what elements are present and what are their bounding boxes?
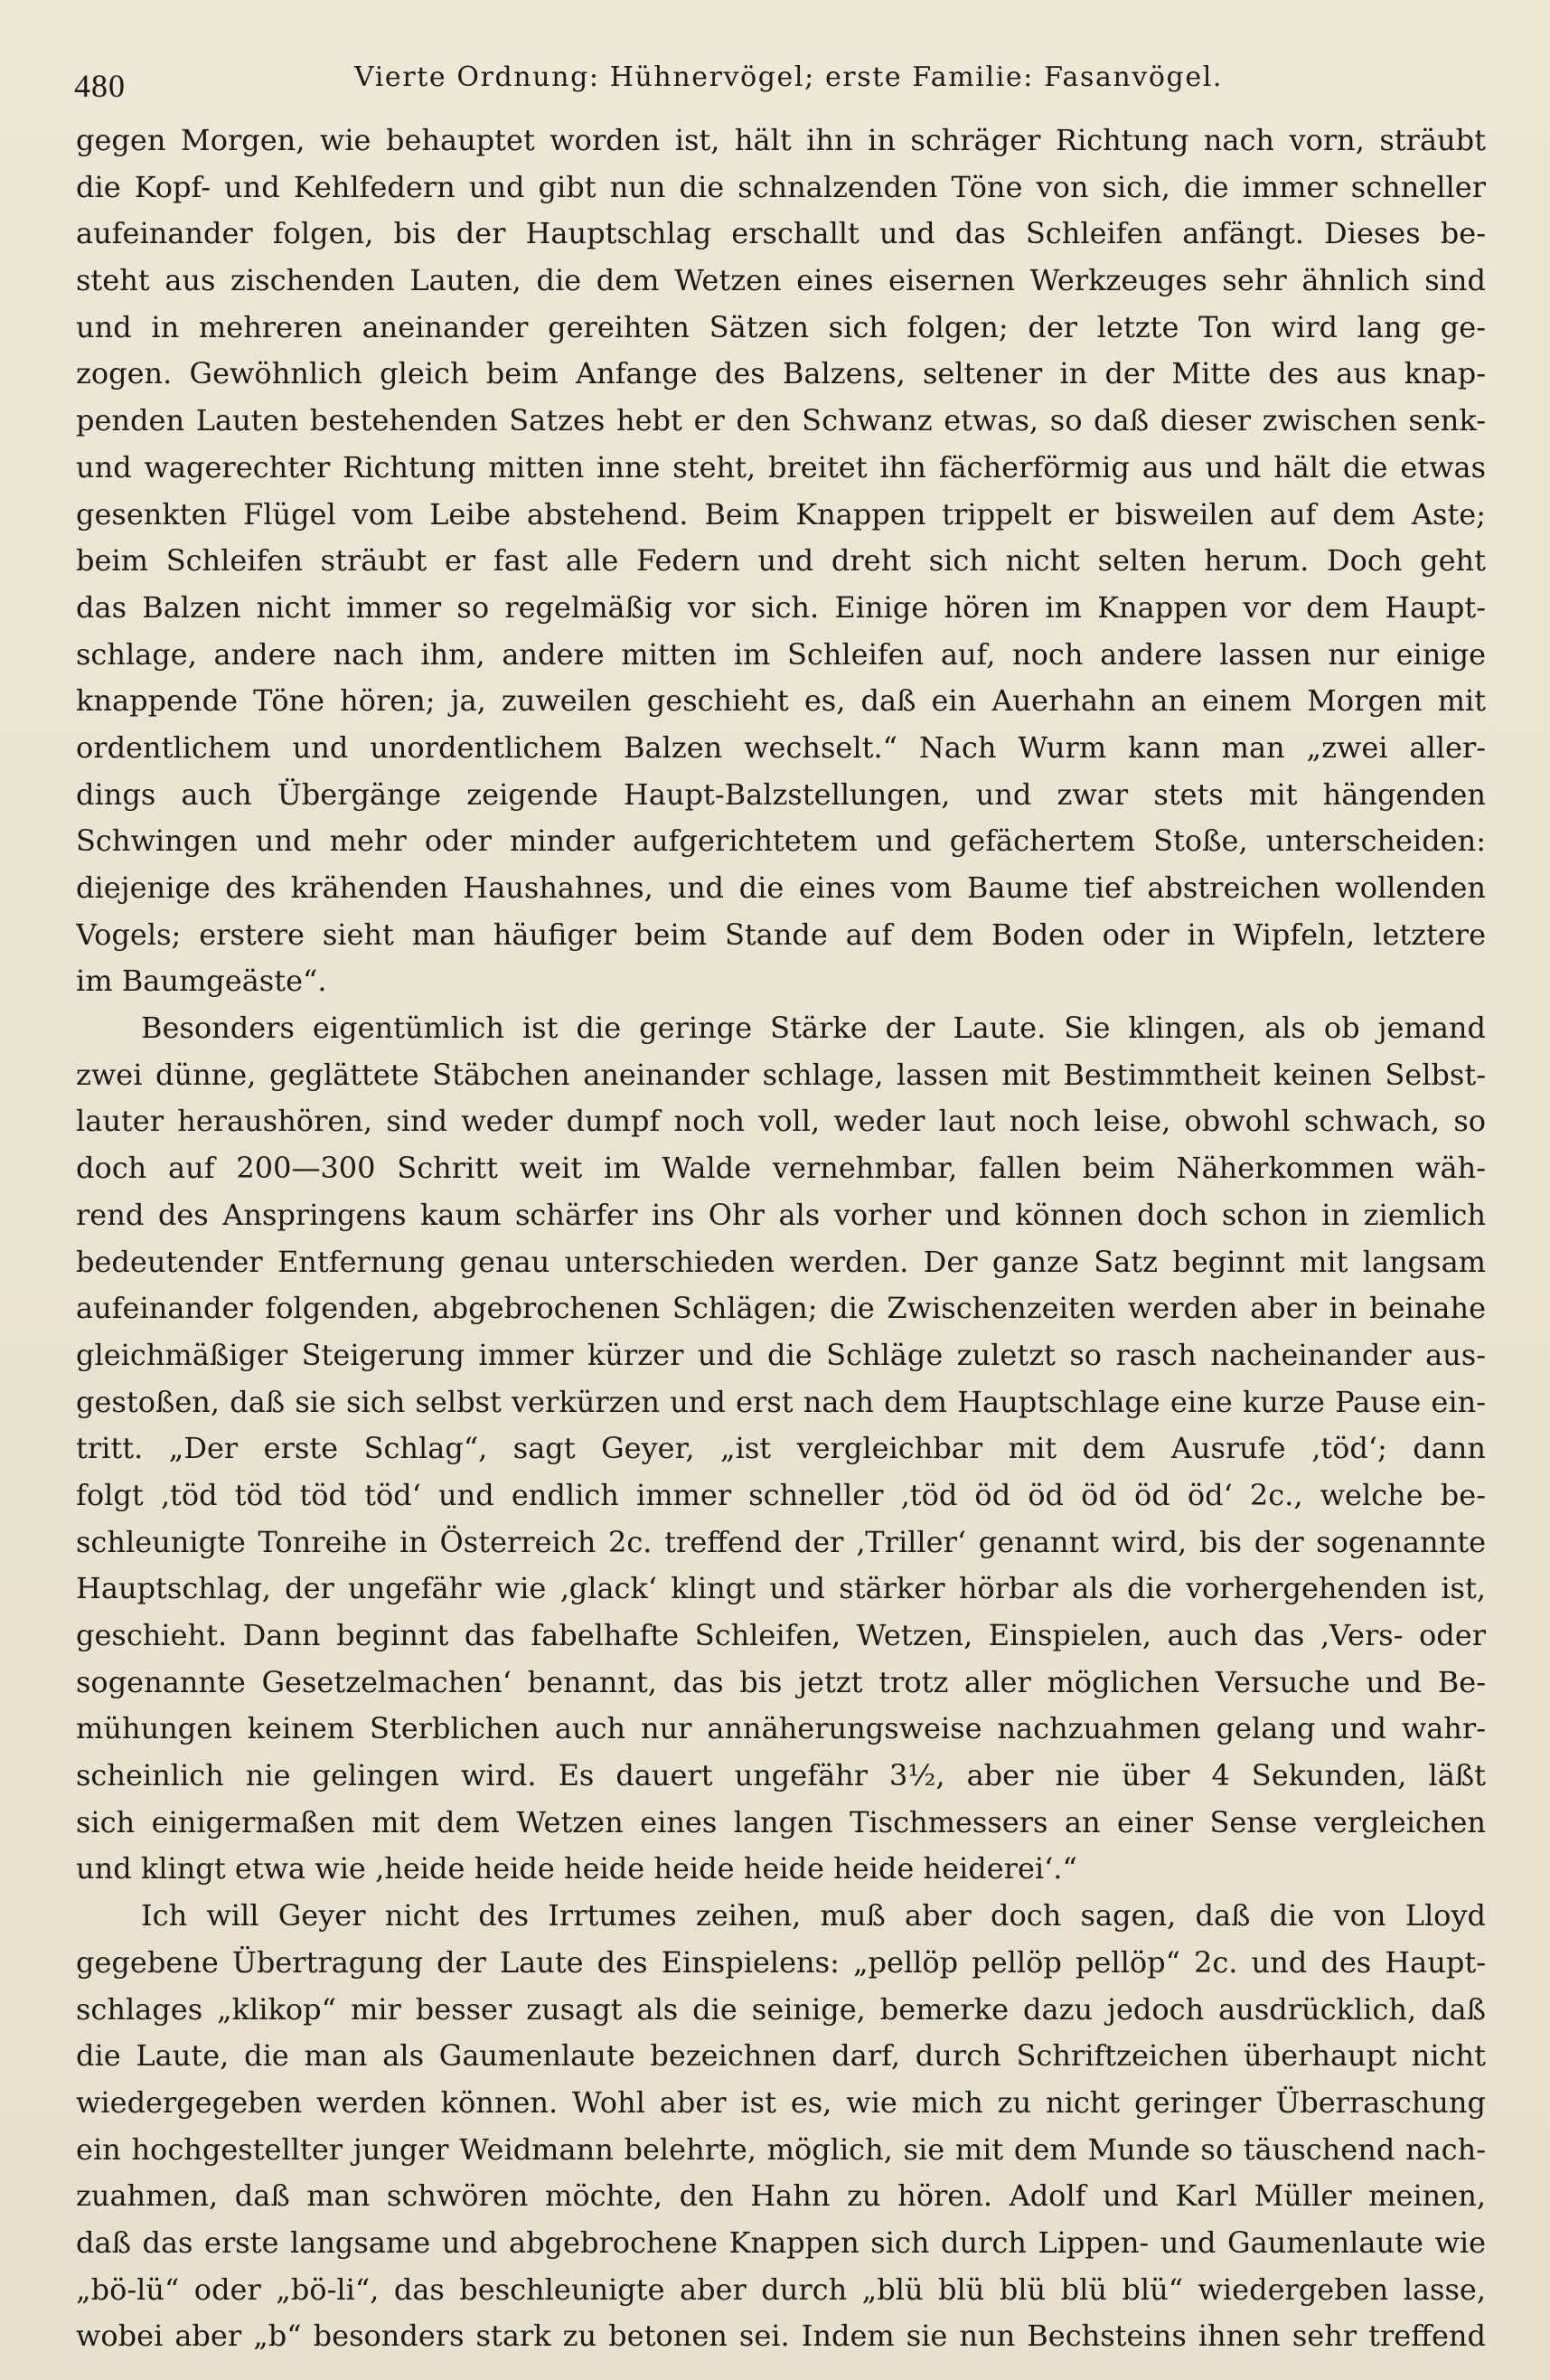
text-line: schlage, andere nach ihm, andere mitten im Schleifen auf, noch andere lassen nur einige bbox=[76, 636, 1486, 672]
text-line: und wagerechter Richtung mitten inne steht, breitet ihn fächerförmig aus und hält die etwas bbox=[76, 449, 1486, 484]
text-line: gesenkten Flügel vom Leibe abstehend. Beim Knappen trippelt er bisweilen auf dem Aste; bbox=[76, 496, 1486, 532]
text-line: „bö-lü“ oder „bö-li“, das beschleunigte aber durch „blü blü blü blü blü“ wiedergeben lasse, bbox=[76, 2272, 1486, 2307]
text-line: diejenige des krähenden Haushahnes, und die eines vom Baume tief abstreichen wollenden bbox=[76, 870, 1486, 905]
text-line: zuahmen, daß man schwören möchte, den Hahn zu hören. Adolf und Karl Müller meinen, bbox=[76, 2178, 1486, 2214]
text-line: gegebene Übertragung der Laute des Einspielens: „pellöp pellöp pellöp“ 2c. und des Haupt- bbox=[76, 1944, 1486, 1980]
text-line: gegen Morgen, wie behauptet worden ist, hält ihn in schräger Richtung nach vorn, sträubt bbox=[76, 123, 1486, 157]
text-line: wobei aber „b“ besonders stark zu betonen sei. Indem sie nun Bechsteins ihnen sehr treffend bbox=[76, 2319, 1486, 2354]
text-line: schlages „klikop“ mir besser zusagt als die seinige, bemerke dazu jedoch ausdrücklich, daß bbox=[76, 1991, 1486, 2027]
running-head: Vierte Ordnung: Hühnervögel; erste Familie: Fasanvögel. bbox=[354, 61, 1224, 93]
text-line: Vogels; erstere sieht man häufiger beim Stande auf dem Boden oder in Wipfeln, letztere bbox=[76, 917, 1486, 952]
text-line: lauter heraushören, sind weder dumpf noch voll, weder laut noch leise, obwohl schwach, so bbox=[76, 1104, 1486, 1139]
text-line: aufeinander folgen, bis der Hauptschlag erschallt und das Schleifen anfängt. Dieses be- bbox=[76, 216, 1486, 251]
text-line: dings auch Übergänge zeigende Haupt-Balzstellungen, und zwar stets mit hängenden bbox=[76, 776, 1486, 812]
text-line: sich einigermaßen mit dem Wetzen eines langen Tischmessers an einer Sense vergleichen bbox=[76, 1804, 1486, 1839]
text-line: penden Lauten bestehenden Satzes hebt er den Schwanz etwas, so daß dieser zwischen senk- bbox=[76, 403, 1486, 438]
text-line: scheinlich nie gelingen wird. Es dauert ungefähr 3½, aber nie über 4 Sekunden, läßt bbox=[76, 1758, 1486, 1793]
paragraph bbox=[76, 1005, 1486, 1893]
text-line: zwei dünne, geglättete Stäbchen aneinander schlage, lassen mit Bestimmtheit keinen Selbst- bbox=[76, 1057, 1486, 1092]
text-line: im Baumgeäste“. bbox=[76, 964, 327, 999]
text-line: wiedergegeben werden können. Wohl aber ist es, wie mich zu nicht geringer Überraschung bbox=[76, 2084, 1486, 2120]
text-line: die Laute, die man als Gaumenlaute bezeichnen darf, durch Schriftzeichen überhaupt nicht bbox=[76, 2038, 1486, 2074]
text-line: Schwingen und mehr oder minder aufgerichtetem und gefächertem Stoße, unterscheiden: bbox=[76, 823, 1486, 859]
text-line: beim Schleifen sträubt er fast alle Federn und dreht sich nicht selten herum. Doch geht bbox=[76, 543, 1486, 579]
text-line: gleichmäßiger Steigerung immer kürzer und die Schläge zuletzt so rasch nacheinander aus- bbox=[76, 1337, 1486, 1372]
text-line: mühungen keinem Sterblichen auch nur annäherungsweise nachzuahmen gelang und wahr- bbox=[76, 1711, 1486, 1746]
paragraph bbox=[76, 1893, 1486, 2360]
text-line: gestoßen, daß sie sich selbst verkürzen und erst nach dem Hauptschlage eine kurze Pause ein- bbox=[76, 1384, 1486, 1419]
text-line: schleunigte Tonreihe in Österreich 2c. treffend der ‚Triller‘ genannt wird, bis der sogenannte bbox=[76, 1524, 1486, 1559]
text-line: das Balzen nicht immer so regelmäßig vor sich. Einige hören im Knappen vor dem Haupt- bbox=[76, 589, 1486, 625]
text-line: bedeutender Entfernung genau unterschieden werden. Der ganze Satz beginnt mit langsam bbox=[76, 1244, 1486, 1279]
text-line: sogenannte Gesetzelmachen‘ benannt, das bis jetzt trotz aller möglichen Versuche und Be- bbox=[76, 1664, 1486, 1699]
page-number: 480 bbox=[74, 68, 126, 104]
text-line: zogen. Gewöhnlich gleich beim Anfange des Balzens, seltener in der Mitte des aus knap- bbox=[76, 356, 1486, 391]
text-line: daß das erste langsame und abgebrochene Knappen sich durch Lippen- und Gaumenlaute wie bbox=[76, 2225, 1486, 2260]
text-line: die Kopf- und Kehlfedern und gibt nun die schnalzenden Töne von sich, die immer schneller bbox=[76, 169, 1486, 204]
text-line: ordentlichem und unordentlichem Balzen wechselt.“ Nach Wurm kann man „zwei aller- bbox=[76, 729, 1486, 765]
text-line: aufeinander folgenden, abgebrochenen Schlägen; die Zwischenzeiten werden aber in beinahe bbox=[76, 1291, 1486, 1326]
text-line: doch auf 200—300 Schritt weit im Walde vernehmbar, fallen beim Näherkommen wäh- bbox=[76, 1151, 1486, 1186]
text-line: Ich will Geyer nicht des Irrtumes zeihen, muß aber doch sagen, daß die von Lloyd bbox=[141, 1898, 1486, 1933]
text-line: knappende Töne hören; ja, zuweilen geschieht es, daß ein Auerhahn an einem Morgen mit bbox=[76, 683, 1486, 719]
text-line: ein hochgestellter junger Weidmann belehrte, möglich, sie mit dem Munde so täuschend nach- bbox=[76, 2131, 1486, 2167]
paragraph bbox=[76, 118, 1486, 1005]
body-text bbox=[76, 118, 1486, 2360]
text-line: rend des Anspringens kaum schärfer ins Ohr als vorher und können doch schon in ziemlich bbox=[76, 1197, 1486, 1232]
text-line: und klingt etwa wie ‚heide heide heide heide heide heide heiderei‘.“ bbox=[76, 1851, 1077, 1886]
text-line: Hauptschlag, der ungefähr wie ‚glack‘ klingt und stärker hörbar als die vorhergehenden ist, bbox=[76, 1571, 1486, 1606]
text-line: steht aus zischenden Lauten, die dem Wetzen eines eisernen Werkzeuges sehr ähnlich sind bbox=[76, 263, 1486, 298]
text-line: geschieht. Dann beginnt das fabelhafte Schleifen, Wetzen, Einspielen, auch das ‚Vers- oder bbox=[76, 1618, 1486, 1652]
text-line: folgt ‚töd töd töd töd‘ und endlich immer schneller ‚töd öd öd öd öd öd‘ 2c., welche be- bbox=[76, 1477, 1486, 1512]
text-line: tritt. „Der erste Schlag“, sagt Geyer, „ist vergleichbar mit dem Ausrufe ‚töd‘; dann bbox=[76, 1431, 1486, 1466]
text-line: und in mehreren aneinander gereihten Sätzen sich folgen; der letzte Ton wird lang ge- bbox=[76, 309, 1486, 344]
page-header bbox=[74, 54, 1484, 108]
text-line: Besonders eigentümlich ist die geringe Stärke der Laute. Sie klingen, als ob jemand bbox=[141, 1011, 1486, 1046]
